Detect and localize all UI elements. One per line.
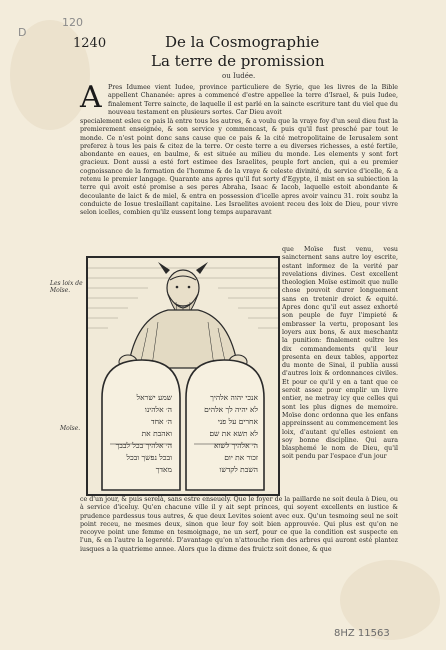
body-text-right-column: que Moïse fust venu, vesu saincternent sans autre loy escrite, estant informez de la verité par revelations divines. Cest excellent theologien Moïse estimoit que nulle chose pouvoit durer longuement sans en tretenir droict & equité. Apres donc qu'il eut assez exhorté son peuple de fuyr l'impieté & embrasser la vertu, proposant les loyers aux bons, & aux meschantz la punition: finalement oultre les dix commandements qu'il leur presenta en deux tables, apportez du monte de Sinai, il publia aussi d'autres loix & ordonnances civiles. Et pour ce qu'il y en a tant que ce seroit assez pour emplir un livre entier, ne metray icy que celles qui sont les plus dignes de memoire. Moïse donc ordonna que les enfans appreinssent au commencement les loix, d'autant qu'elles estoient en soy bonne discipline. Qui aura blasphemé le nom de Dieu, qu'il soit pendu par l'espace d'un jour [282,246,398,461]
moses-woodcut [86,256,280,496]
body-text-top: specialement esleu ce pais là entre tous les autres, & a voulu que la vraye foy d'un seul dieu fust la premierement enseignée, & son service y commencast, & puis qu'il fust presché par tout le monde. Ce n'est point donc sans cause que ce pais & la cité metropolitaine de Ierusalem sont preferez à tous les pais & citez de la terre. Or ceste terre a eu diverses richesses, a esté fertile, abondante en eaues, en baulme, & est située au milieu du monde. Les elements y sont fort gracieux. Dont aussi a esté fort estimee des Israelites, peuple fort ancien, qui a eu premier cognoissance de la formation de l'homme & de la vraye & celeste divinité, du service d'icelle, & a retenu le premier langage. Quarante ans apres qu'il fut sorty d'Egypte, il mist en sa subiection la terre qui avoit esté promise a ses peres Abraha, Isaac & Iacob, laquelle estoit abondante & decoulante de laict & de miel, & entra en possession d'icelle apres avoir vaincu 31. roix soubz la conduicte de Iosue treslaillant capitaine. Les Israelites avoient receu des loix de Dieu, pour vivre selon icelles, combien qu'ilz eussent long temps auparavant [80,118,398,217]
left-tablet-inscription: שמע ישראל ה׳ אלהינו ה׳ אחד ואהבת את ה׳ אלהיך בכל לבבך ובכל נפשך ובכל מאדך [115,393,172,474]
body-text-top-indented: Pres Idumee vient Iudee, province particuliere de Syrie, que les livres de la Bible appellent Chananée: apres a commencé d'estre appellee la terre d'Israel, & puis Iudee, finalement Terre saincte, de laquelle il est parlé en la saincte escriture tant du viel que du nouveau testament en plusieurs sortes. Car Dieu avoit [108,84,398,116]
margin-note-moses: Moïse. [60,425,81,432]
body-text-bottom: ce d'un jour, & puis serelà, sans estre enseuely. Que le foyer de la paillarde ne soit deula à Dieu, ou à service d'iceluy. Qu'en chacune ville il y ait sept princes, qui soyent excellents en iustice & prudence pardessus tous autres, & que deux Levites soient avec eux. Qu'un tesmoing seul ne soit point receu, ne mesmes deux, sinon que leur foy soit bien approuvée. Qui plus est qu'on ne recoyve point une femme en tesmoignage, ne un serf, pour ce que la condition est suspecte en l'un, & en l'autre la legereté. D'avantage qu'on n'attouche rien des arbres qui auront esté plantez iusques a la quatrieme annee. Alors que la dixme des fruictz soit donee, & que [80,496,398,553]
pencil-mark-number: 120 [62,16,83,29]
drop-capital: A [80,80,102,115]
catalog-number: 8HZ 11563 [334,628,390,639]
right-tablet-inscription: אנכי יהוה אלהיך לא יהיה לך אלהים אחרים על פני לא תשא את שם ה׳ אלהיך לשוא זכור את יום השבת לקדשו [204,393,258,474]
folio-number: 1240 [73,36,107,51]
running-head: De la Cosmographie [165,33,320,51]
chapter-subtitle: ou Iudée. [222,72,256,80]
pencil-mark-letter: D [18,26,27,39]
chapter-title: La terre de promission [151,52,325,70]
margin-note-laws: Les loix de Moïse. [50,280,83,294]
